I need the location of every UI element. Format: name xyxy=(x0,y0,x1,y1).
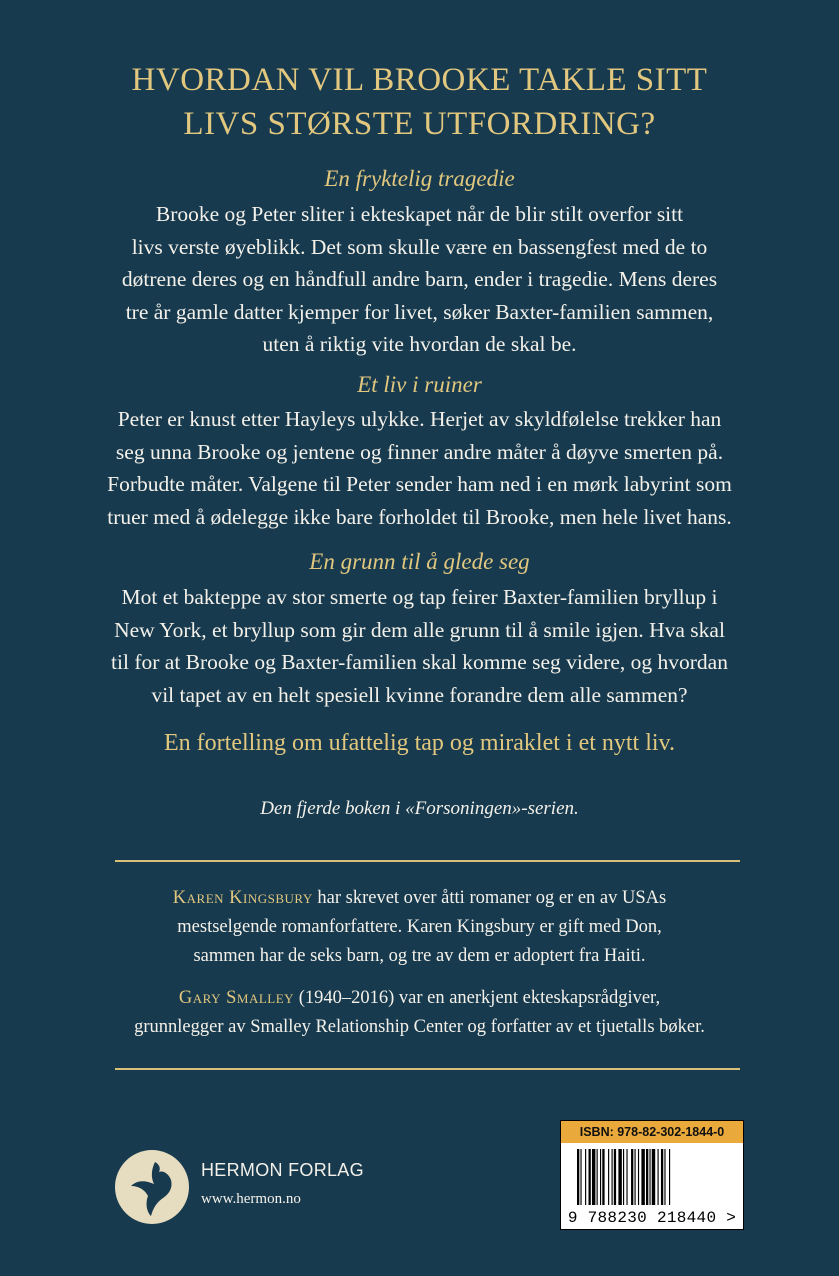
author-name: Karen Kingsbury xyxy=(172,888,313,908)
section-title-1: En fryktelig tragedie xyxy=(324,166,515,191)
barcode-bar xyxy=(597,1149,598,1205)
barcode-bars xyxy=(561,1145,743,1211)
section-title-2: Et liv i ruiner xyxy=(357,372,482,397)
section-body-1 xyxy=(60,198,779,361)
barcode-bar xyxy=(614,1149,616,1205)
bio-line xyxy=(40,884,799,913)
barcode xyxy=(560,1120,744,1230)
body-line: Mot et bakteppe av stor smerte og tap feirer Baxter-familien bryllup i xyxy=(121,585,718,609)
barcode-bar xyxy=(623,1149,624,1205)
publisher-name: HERMON FORLAG xyxy=(201,1160,364,1180)
body-line: seg unna Brooke og jentene og finner andre måter å døyve smerten på. xyxy=(115,439,724,464)
barcode-bar xyxy=(635,1149,636,1205)
headline xyxy=(0,58,839,146)
barcode-bar xyxy=(585,1149,586,1205)
divider-top xyxy=(115,860,740,862)
headline-line-2: LIVS STØRSTE UTFORDRING? xyxy=(183,106,656,142)
barcode-bar xyxy=(580,1149,581,1205)
barcode-bar xyxy=(652,1149,655,1205)
body-line: Forbudte måter. Valgene til Peter sender ham ned i en mørk labyrint som xyxy=(107,472,732,496)
section-body-2 xyxy=(60,403,779,533)
series-note: Den fjerde boken i «Forsoningen»-serien. xyxy=(260,798,579,819)
barcode-bar xyxy=(661,1149,663,1205)
bio-line: grunnlegger av Smalley Relationship Center og forfatter av et tjuetalls bøker. xyxy=(134,1017,705,1037)
body-line: tre år gamle datter kjemper for livet, søker Baxter-familien sammen, xyxy=(125,299,714,324)
body-line: Brooke og Peter sliter i ekteskapet når de blir stilt overfor sitt xyxy=(155,202,684,226)
bio-line xyxy=(40,984,799,1013)
barcode-bar xyxy=(641,1149,644,1205)
barcode-bar xyxy=(638,1149,639,1205)
publisher-url[interactable]: www.hermon.no xyxy=(201,1191,301,1207)
bio-text: har skrevet over åtti romaner og er en av USAs xyxy=(312,888,667,908)
section-title-3: En grunn til å glede seg xyxy=(309,549,530,574)
barcode-bar xyxy=(664,1149,665,1205)
barcode-bar xyxy=(626,1149,627,1205)
body-line: vil tapet av en helt spesiell kvinne forandre dem alle sammen? xyxy=(151,682,688,707)
barcode-bar xyxy=(669,1149,670,1205)
tagline: En fortelling om ufattelig tap og miraklet i et nytt liv. xyxy=(164,730,675,756)
body-line: Peter er knust etter Hayleys ulykke. Herjet av skyldfølelse trekker han xyxy=(117,407,722,431)
bio-line: mestselgende romanforfattere. Karen Kingsbury er gift med Don, xyxy=(177,917,662,937)
body-line: livs verste øyeblikk. Det som skulle være en bassengfest med de to xyxy=(131,234,708,259)
barcode-digits: 9 788230 218440 > xyxy=(567,1209,737,1227)
barcode-bar xyxy=(649,1149,650,1205)
author-bio-karen xyxy=(40,884,799,971)
divider-bottom xyxy=(115,1068,740,1070)
barcode-bar xyxy=(600,1149,601,1205)
body-line: uten å riktig vite hvordan de skal be. xyxy=(262,332,577,356)
headline-line-1: HVORDAN VIL BROOKE TAKLE SITT xyxy=(131,62,708,98)
body-line: New York, et bryllup som gir dem alle grunn til å smile igjen. Hva skal xyxy=(114,617,725,642)
section-body-3 xyxy=(60,581,779,711)
barcode-bar xyxy=(577,1149,579,1205)
author-bio-gary xyxy=(40,984,799,1042)
publisher-logo xyxy=(115,1150,189,1224)
body-line: døtrene deres og en håndfull andre barn, ender i tragedie. Mens deres xyxy=(121,267,718,291)
isbn-label: ISBN: 978-82-302-1844-0 xyxy=(561,1121,743,1143)
barcode-bar xyxy=(592,1149,595,1205)
barcode-bar xyxy=(618,1149,621,1205)
bio-line: sammen har de seks barn, og tre av dem er adoptert fra Haiti. xyxy=(193,946,646,966)
bio-text: (1940–2016) var en anerkjent ekteskapsrådgiver, xyxy=(294,988,661,1008)
barcode-bar xyxy=(602,1149,604,1205)
barcode-bar xyxy=(658,1149,659,1205)
dove-icon xyxy=(115,1150,189,1224)
barcode-bar xyxy=(608,1149,609,1205)
barcode-bar xyxy=(631,1149,633,1205)
body-line: til for at Brooke og Baxter-familien skal komme seg videre, og hvordan xyxy=(111,650,728,674)
barcode-bar xyxy=(646,1149,648,1205)
barcode-bar xyxy=(589,1149,591,1205)
author-name: Gary Smalley xyxy=(178,988,295,1008)
barcode-bar xyxy=(612,1149,613,1205)
body-line: truer med å ødelegge ikke bare forholdet til Brooke, men hele livet hans. xyxy=(107,504,732,529)
